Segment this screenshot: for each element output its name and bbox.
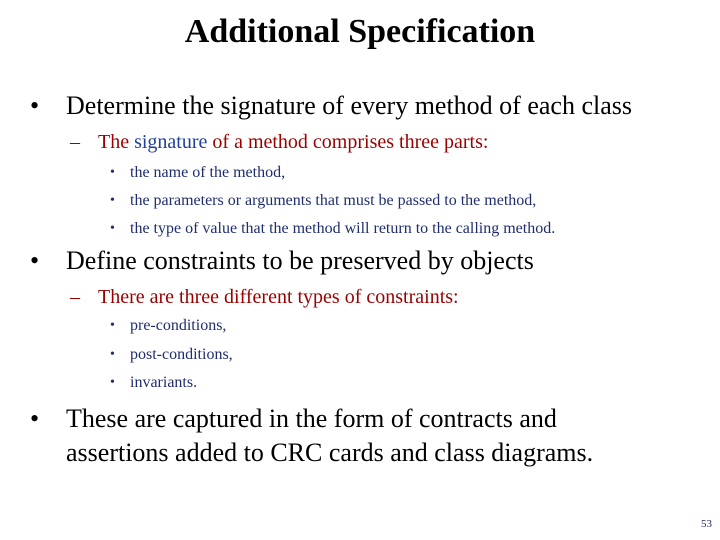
list-item-text: pre-conditions, (130, 317, 227, 334)
list-item (110, 219, 690, 239)
bullet-text-line1: These are captured in the form of contracts and (66, 404, 557, 433)
sub-bullet-text: There are three different types of constraints: (98, 286, 459, 308)
list-item-text: the type of value that the method will return to the calling method. (130, 220, 556, 237)
bullet-signature (30, 90, 690, 121)
bullet-mark: • (110, 375, 115, 390)
list-item (110, 373, 690, 393)
list-item-text: the name of the method, (130, 164, 286, 181)
sub-bullet-constraint-types (70, 285, 670, 309)
sub-bullet-text-post: of a method comprises three parts: (207, 131, 489, 153)
dash-mark: – (70, 131, 80, 153)
list-item-text: the parameters or arguments that must be passed to the method, (130, 192, 537, 209)
bullet-mark: • (30, 404, 40, 433)
dash-mark: – (70, 286, 80, 308)
signature-highlight: signature (134, 131, 208, 153)
sub-bullet-signature-parts (70, 130, 670, 154)
bullet-text: Determine the signature of every method of each class (66, 91, 632, 120)
bullet-text: Define constraints to be preserved by objects (66, 246, 534, 275)
list-item (110, 163, 690, 183)
list-item-text: invariants. (130, 374, 198, 391)
bullet-mark: • (30, 91, 40, 120)
bullet-mark: • (110, 347, 115, 362)
list-item (110, 345, 690, 365)
bullet-mark: • (110, 165, 115, 180)
list-item (110, 191, 690, 211)
sub-bullet-text (98, 130, 488, 154)
bullet-mark: • (110, 318, 115, 333)
bullet-text-line2: assertions added to CRC cards and class diagrams. (66, 438, 594, 467)
bullet-contracts (30, 403, 690, 469)
slide-title: Additional Specification (184, 13, 536, 50)
bullet-constraints (30, 245, 690, 276)
bullet-mark: • (110, 193, 115, 208)
list-item (110, 316, 690, 336)
bullet-mark: • (110, 221, 115, 236)
bullet-mark: • (30, 246, 40, 275)
list-item-text: post-conditions, (130, 346, 233, 363)
sub-bullet-text-pre: The (98, 131, 135, 153)
page-number: 53 (701, 518, 712, 530)
